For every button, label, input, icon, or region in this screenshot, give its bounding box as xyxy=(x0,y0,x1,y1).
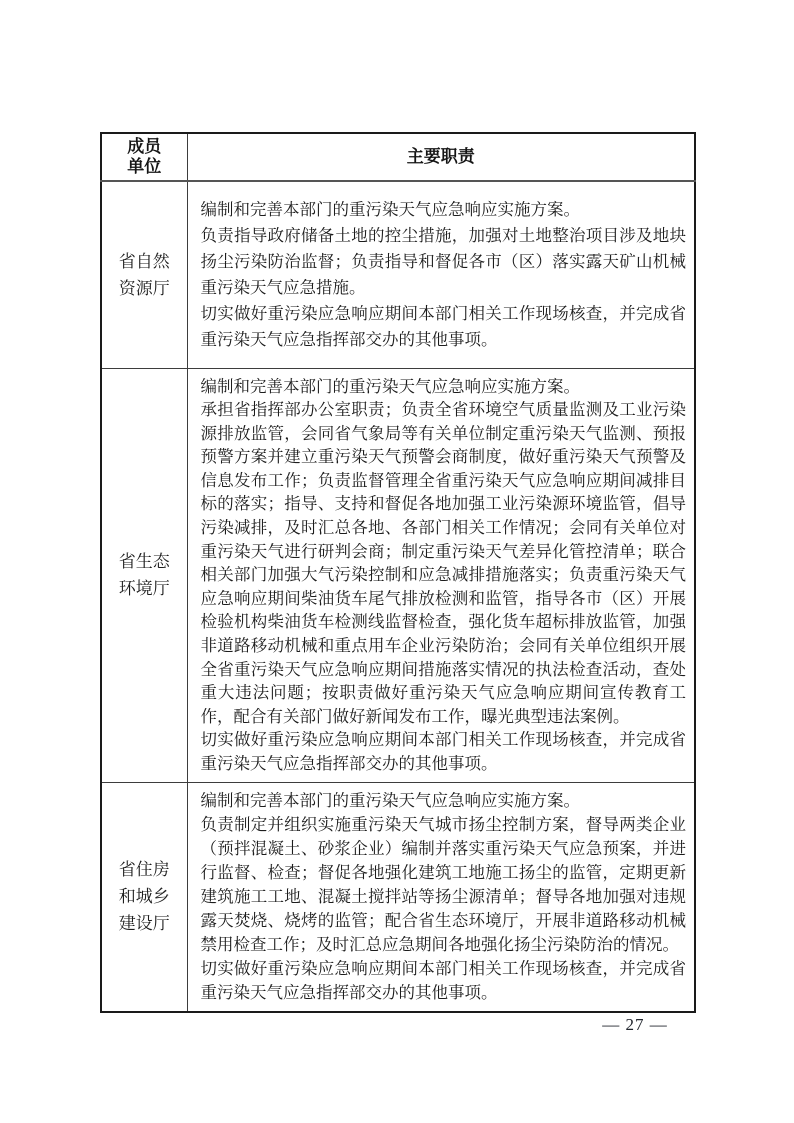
header-unit-line: 单位 xyxy=(127,157,162,176)
duties-cell xyxy=(187,782,695,1012)
unit-name-line: 省自然 xyxy=(118,251,170,271)
duty-paragraph: 切实做好重污染应急响应期间本部门相关工作现场核查，并完成省重污染天气应急指挥部交办的其他事项。 xyxy=(200,303,686,349)
duty-paragraph: 切实做好重污染应急响应期间本部门相关工作现场核查，并完成省重污染天气应急指挥部交办的其他事项。 xyxy=(200,730,686,773)
unit-name-line: 环境厅 xyxy=(118,579,170,599)
header-cell-member-unit xyxy=(101,133,187,181)
table-header-row xyxy=(101,133,695,181)
unit-name-line: 省住房 xyxy=(118,860,170,880)
duty-paragraph: 编制和完善本部门的重污染天气应急响应实施方案。 xyxy=(200,199,580,219)
unit-cell xyxy=(101,782,187,1012)
unit-name-line: 省生态 xyxy=(118,552,170,572)
duty-paragraph: 负责指导政府储备土地的控尘措施，加强对土地整治项目涉及地块扬尘污染防治监督；负责指导和督促各市（区）落实露天矿山机械重污染天气应急措施。 xyxy=(200,225,686,297)
page-number: — 27 — xyxy=(602,1015,668,1034)
unit-name-line: 建设厅 xyxy=(118,914,170,934)
unit-name-line: 资源厅 xyxy=(118,278,170,298)
duty-paragraph: 编制和完善本部门的重污染天气应急响应实施方案。 xyxy=(200,790,580,810)
table-row-ecology-environment xyxy=(101,368,695,782)
duty-paragraph: 负责制定并组织实施重污染天气城市扬尘控制方案，督导两类企业（预拌混凝土、砂浆企业）编制并落实重污染天气应急预案，并进行监督、检查；督促各地强化建筑工地施工扬尘的监管，定期更新建筑施工工地、混凝土搅拌站等扬尘源清单；督导各地加强对违规露天焚烧、烧烤的监管；配合省生态环境厅，开展非道路移动机械禁用检查工作；及时汇总应急期间各地强化扬尘污染防治的情况。 xyxy=(200,814,686,954)
header-unit-line: 成员 xyxy=(127,137,162,156)
unit-cell xyxy=(101,181,187,368)
duty-paragraph: 编制和完善本部门的重污染天气应急响应实施方案。 xyxy=(200,376,580,396)
duties-cell xyxy=(187,181,695,368)
header-cell-main-duties: 主要职责 xyxy=(187,133,695,181)
duty-paragraph: 切实做好重污染应急响应期间本部门相关工作现场核查，并完成省重污染天气应急指挥部交办的其他事项。 xyxy=(200,958,686,1002)
table-row-housing-urban-rural xyxy=(101,782,695,1012)
duty-paragraph: 承担省指挥部办公室职责；负责全省环境空气质量监测及工业污染源排放监管，会同省气象局等有关单位制定重污染天气监测、预报预警方案并建立重污染天气预警会商制度，做好重污染天气预警及信息发布工作；负责监督管理全省重污染天气应急响应期间减排目标的落实；指导、支持和督促各地加强工业污染源环境监管，倡导污染减排，及时汇总各地、各部门相关工作情况；会同有关单位对重污染天气进行研判会商；制定重污染天气差异化管控清单；联合相关部门加强大气污染控制和应急减排措施落实；负责重污染天气应急响应期间柴油货车尾气排放检测和监管，指导各市（区）开展检验机构柴油货车检测线监督检查，强化货车超标排放监管，加强非道路移动机械和重点用车企业污染防治；会同有关单位组织开展全省重污染天气应急响应期间措施落实情况的执法检查活动，查处重大违法问题；按职责做好重污染天气应急响应期间宣传教育工作，配合有关部门做好新闻发布工作，曝光典型违法案例。 xyxy=(200,400,686,726)
unit-cell xyxy=(101,368,187,782)
table-row-natural-resources xyxy=(101,181,695,368)
duties-cell xyxy=(187,368,695,782)
unit-name-line: 和城乡 xyxy=(118,887,170,907)
duties-table xyxy=(100,132,696,1013)
